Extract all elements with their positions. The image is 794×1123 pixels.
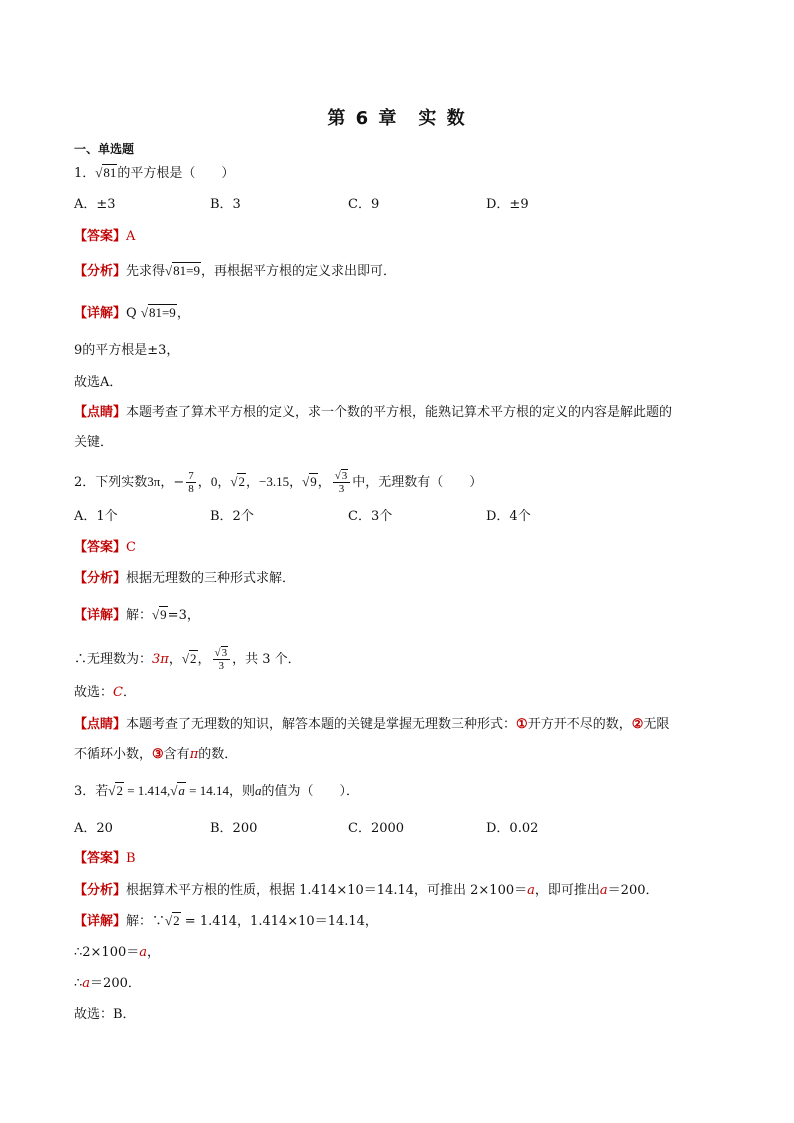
q3-detail-line4: 故选：B． [74, 1007, 136, 1022]
q2-comment: 【点睛】本题考查了无理数的知识，解答本题的关键是掌握无理数三种形式：①开方开不尽的数，②无限 [74, 717, 670, 732]
option-a: A．±3 [74, 197, 116, 212]
section-heading: 一、单选题 [74, 142, 135, 156]
option-b: B．3 [210, 197, 241, 212]
option-a: A．20 [74, 821, 113, 836]
option-b: B．200 [210, 821, 258, 836]
question-2-stem: 2．下列实数3π，− $\frac{7}{8}$ ，0，√2，−3.15，√9， $\frac{√3}{3}$ 中，无理数有（ ） [74, 470, 483, 495]
q2-answer: 【答案】C [74, 540, 136, 555]
option-c: C．2000 [348, 821, 405, 836]
q1-answer: 【答案】A [74, 229, 136, 244]
q2-comment-line2: 不循环小数，③含有π的数． [74, 747, 238, 762]
option-d: D．0.02 [486, 821, 539, 836]
page-title: 第 6 章 实 数 [327, 108, 467, 129]
q2-detail: 【详解】解：√9=3， [74, 607, 200, 623]
question-1-stem: 1．√81的平方根是（ ） [74, 165, 235, 181]
q3-answer: 【答案】B [74, 851, 136, 866]
q2-detail-line2: ∴无理数为：3π，√2， $\frac{√3}{3}$ ，共 3 个． [74, 647, 301, 672]
option-d: D．4个 [486, 509, 531, 524]
q1-detail-line2: 9的平方根是±3， [74, 343, 180, 358]
q1-analysis: 【分析】先求得√81=9，再根据平方根的定义求出即可． [74, 263, 397, 279]
q3-analysis: 【分析】根据算术平方根的性质，根据 1.414×10＝14.14，可推出 2×100＝a，即可推出a＝200． [74, 883, 659, 898]
q3-detail: 【详解】解：∵√2 = 1.414，1.414×10＝14.14， [74, 913, 378, 929]
q1-comment-line2: 关键． [74, 435, 114, 450]
option-a: A．1个 [74, 509, 118, 524]
question-3-stem: 3．若√2 = 1.414,√a = 14.14，则a的值为（ ）． [74, 783, 360, 799]
q1-detail-line3: 故选A． [74, 375, 123, 390]
sqrt-symbol: √81 [95, 165, 117, 180]
q2-analysis: 【分析】根据无理数的三种形式求解． [74, 571, 296, 586]
q2-detail-line3: 故选：C． [74, 685, 136, 700]
q1-detail: 【详解】Q √81=9， [74, 305, 190, 321]
option-d: D．±9 [486, 197, 529, 212]
q3-detail-line3: ∴a＝200． [74, 976, 141, 991]
q1-comment: 【点睛】本题考查了算术平方根的定义，求一个数的平方根，能熟记算术平方根的定义的内容是解此题的 [74, 405, 673, 420]
q3-detail-line2: ∴2×100＝a， [74, 945, 161, 960]
option-b: B．2个 [210, 509, 254, 524]
option-c: C．9 [348, 197, 380, 212]
option-c: C．3个 [348, 509, 393, 524]
